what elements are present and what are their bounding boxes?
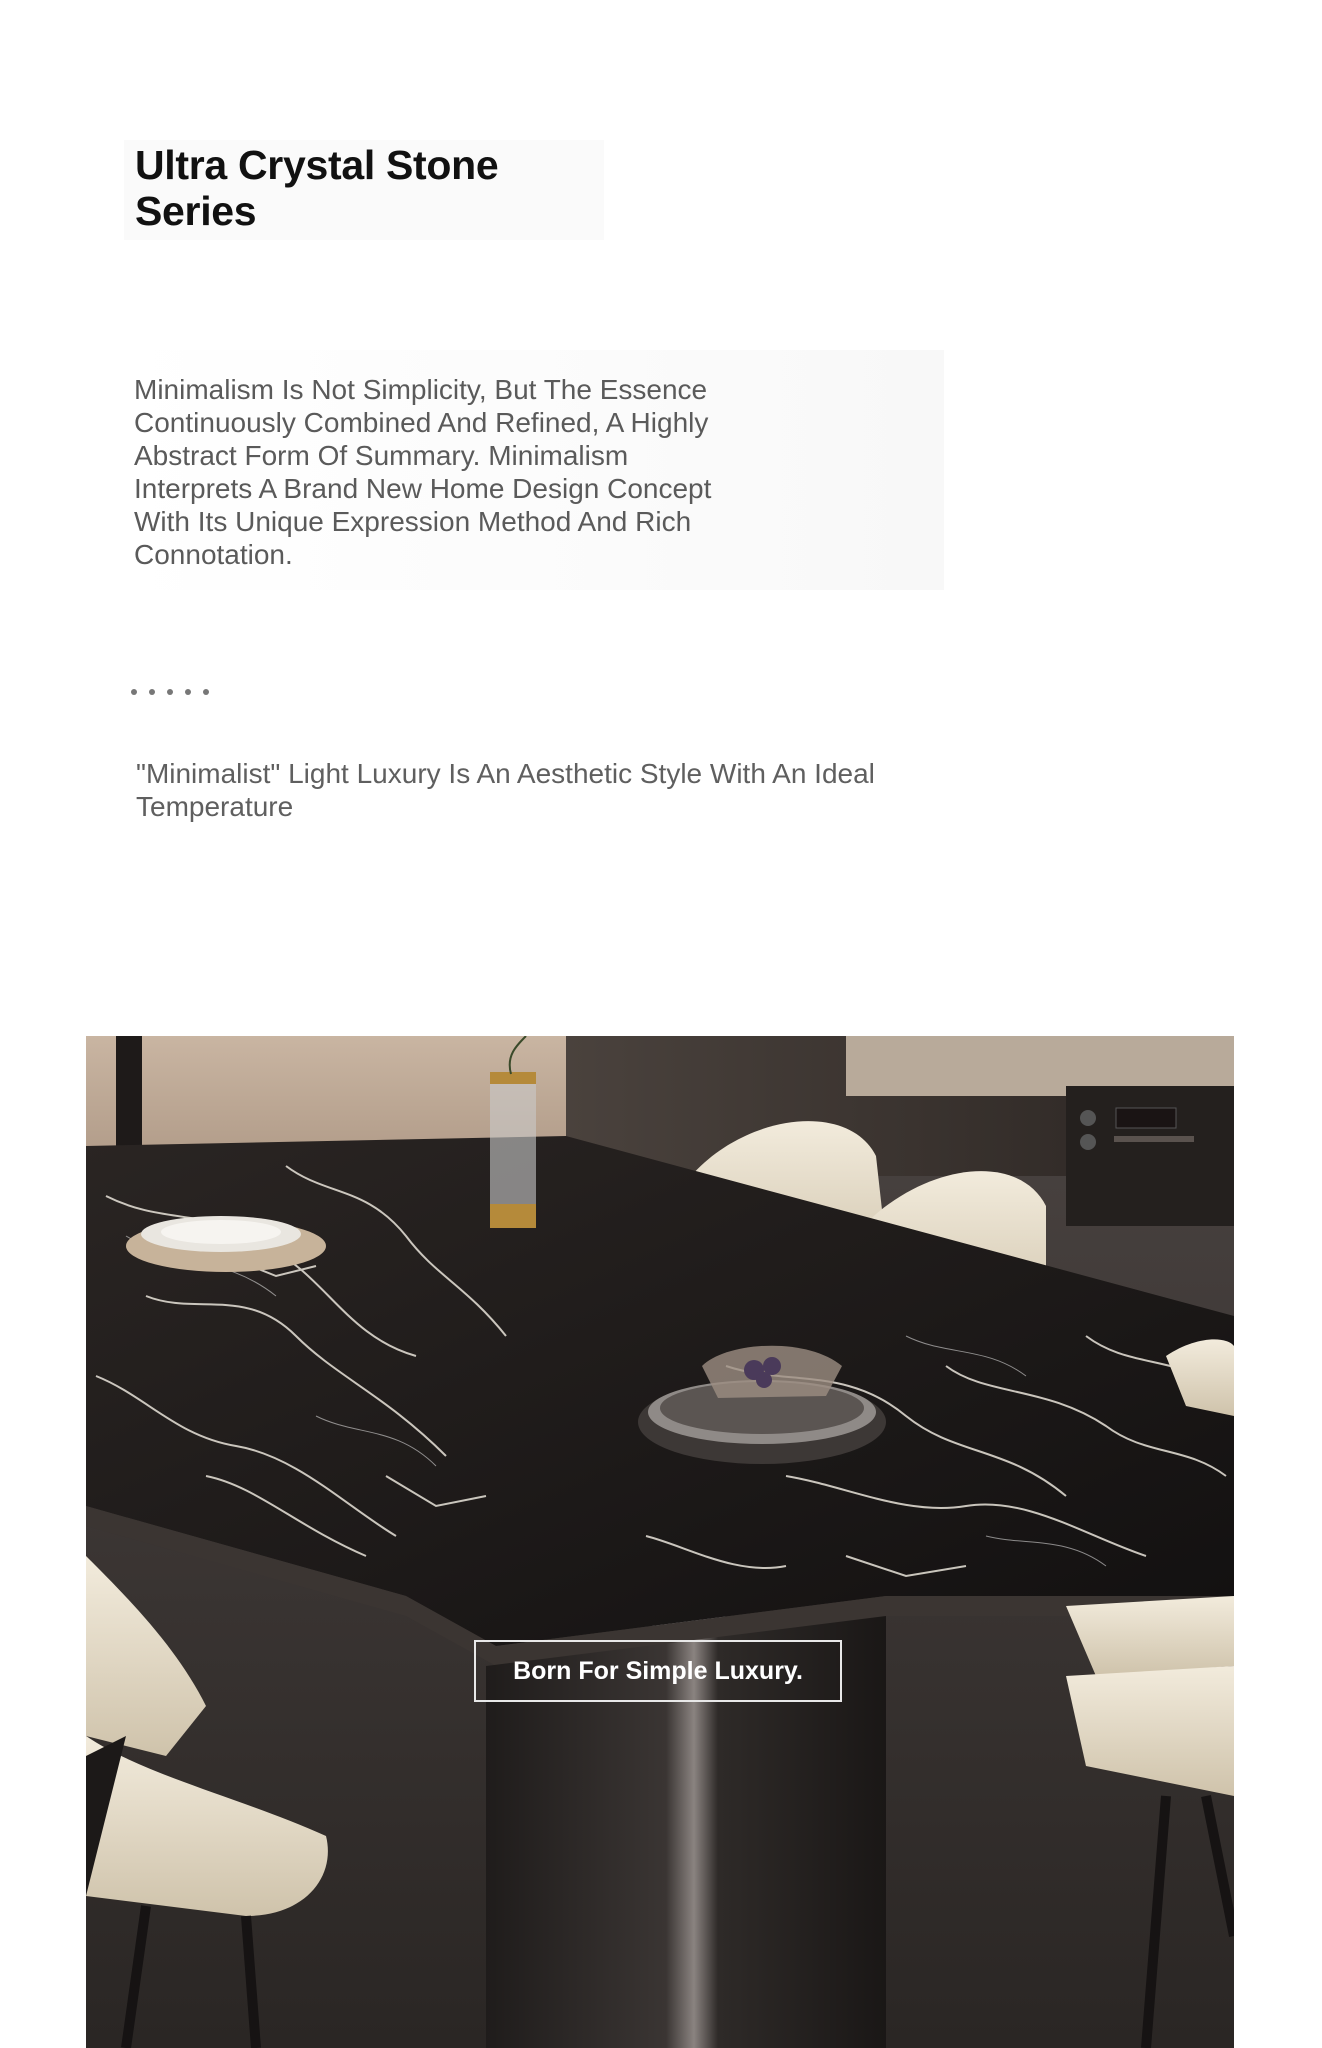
divider-dot <box>149 689 155 695</box>
divider-dot <box>131 689 137 695</box>
hero-badge-button[interactable]: Born For Simple Luxury. <box>474 1640 842 1702</box>
intro-description: Minimalism Is Not Simplicity, But The Essence Continuously Combined And Refined, A Highly Abstract Form Of Summary. Minimalism Interprets A Brand New Home Design Concept With Its Unique Expression Method And Rich Connotation. <box>134 374 712 570</box>
divider-dots <box>131 689 209 695</box>
hero-image <box>86 1036 1234 2048</box>
divider-dot <box>203 689 209 695</box>
page-title: Ultra Crystal Stone Series <box>135 142 499 234</box>
divider-dot <box>185 689 191 695</box>
divider-dot <box>167 689 173 695</box>
marble-table-illustration <box>86 1036 1234 2048</box>
tagline-text: "Minimalist" Light Luxury Is An Aesthetic Style With An Ideal Temperature <box>136 758 875 822</box>
